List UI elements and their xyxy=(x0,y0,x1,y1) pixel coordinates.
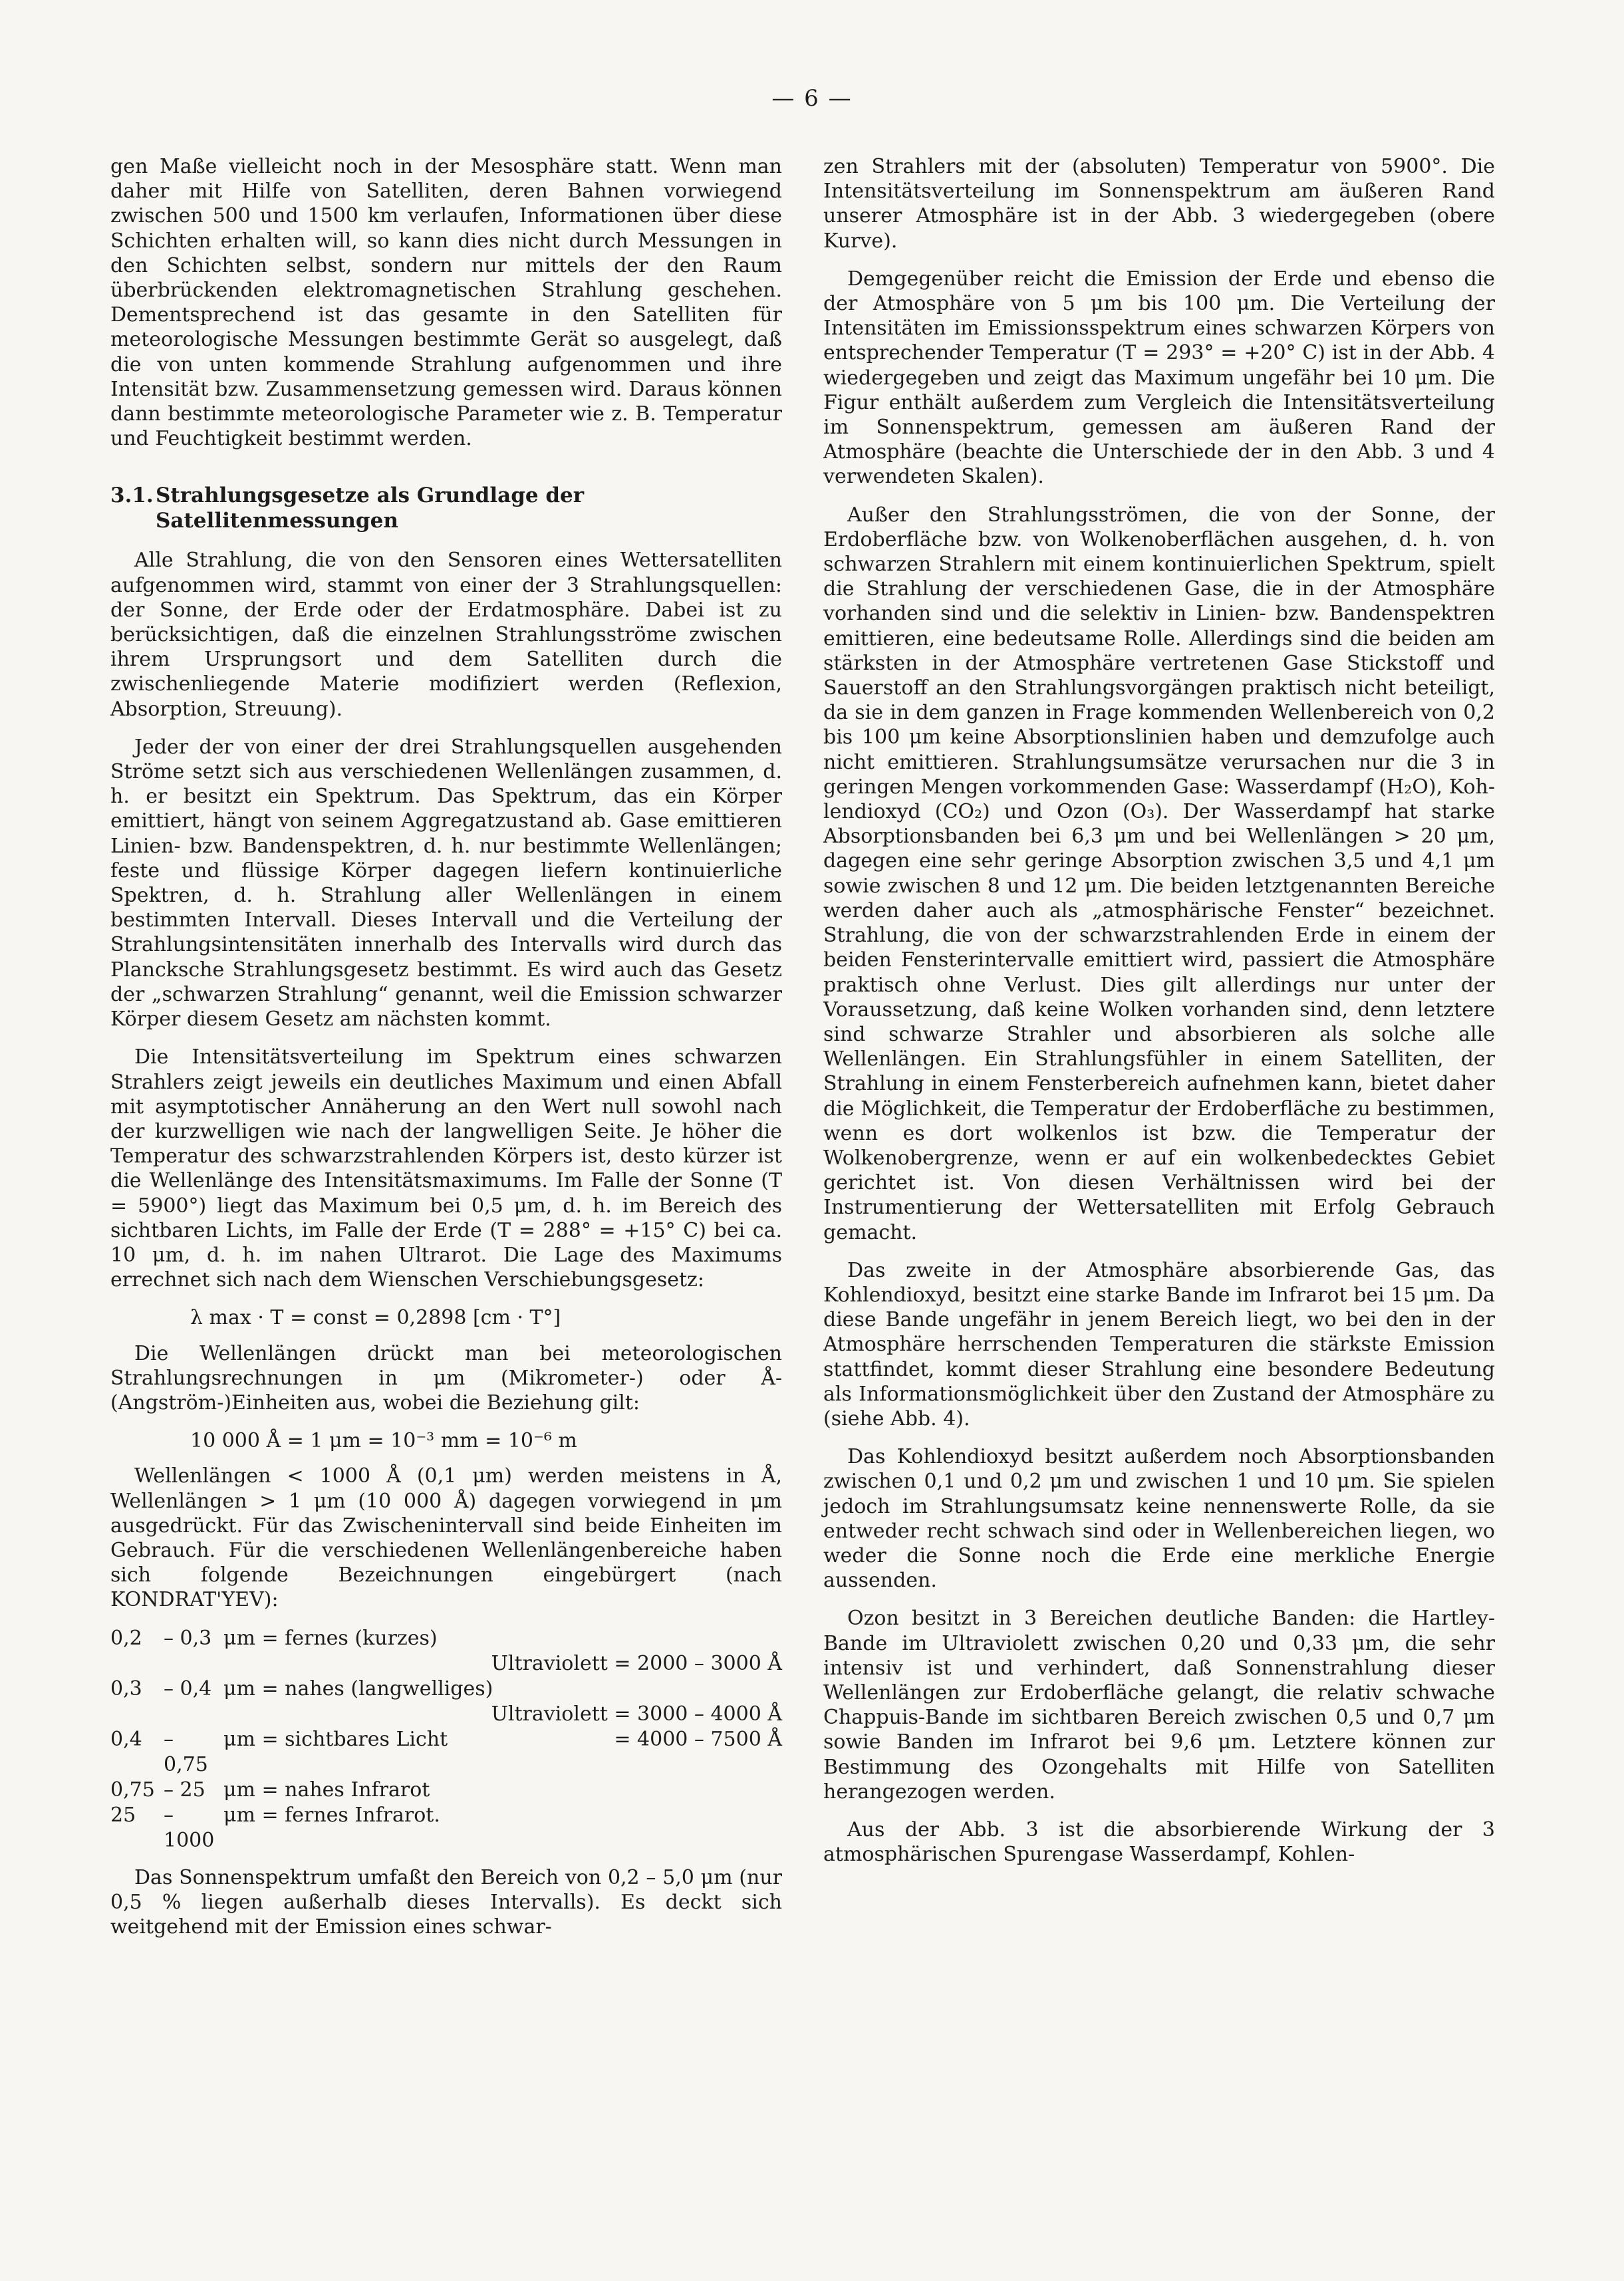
paragraph: gen Maße vielleicht noch in der Mesosphäre statt. Wenn man daher mit Hilfe von Satelliten, deren Bahnen vorwiegend zwischen 500 und 1500 km verlaufen, Informationen über diese Schichten erhalten will, so kann dies nicht durch Messungen in den Schichten selbst, sondern nur mittels der den Raum überbrückenden elektromagnetischen Strahlung geschehen. Dementsprechend ist das gesamte in den Satelliten für meteorologische Messungen bestimmte Gerät so ausgelegt, daß die von unten kommende Strahlung aufgenommen und ihre Intensität bzw. Zusammensetzung gemessen wird. Daraus können dann bestimmte meteorologische Parameter wie z. B. Temperatur und Feuchtigkeit bestimmt werden. xyxy=(110,155,782,451)
section-heading xyxy=(110,483,782,533)
unit-relation-formula: 10 000 Å = 1 μm = 10⁻³ mm = 10⁻⁶ m xyxy=(190,1429,577,1453)
page-number: — 6 — xyxy=(771,85,853,112)
paragraph: Demgegenüber reicht die Emission der Erde und ebenso die der Atmosphäre von 5 μm bis 100 μm. Die Verteilung der Intensitäten im Emissionsspektrum eines schwarzen Körpers von entsprechender Temperatur (T = 293° = +20° C) ist in der Abb. 4 wiedergegeben und zeigt das Maximum ungefähr bei 10 μm. Die Figur enthält außerdem zum Vergleich die Intensitätsverteilung im Sonnenspektrum, gemessen am äußeren Rand der Atmosphäre (beachte die Unterschiede der in den Abb. 3 und 4 verwendeten Skalen). xyxy=(823,267,1495,489)
table-row: 0,4 – 0,75 μm = sichtbares Licht = 4000 – 7500 Å xyxy=(110,1727,782,1776)
wien-formula: λ max · T = const = 0,2898 [cm · T°] xyxy=(190,1306,561,1330)
paragraph: Das zweite in der Atmosphäre absorbierende Gas, das Kohlendioxyd, besitzt eine starke Bande im Infrarot bei 15 μm. Da diese Bande ungefähr in jenem Bereich liegt, wo bei den in der Atmosphäre herrschenden Temperaturen die stärkste Emission stattfindet, kommt dieser Strahlung eine besondere Bedeutung als Informationsmöglichkeit über den Zustand der Atmosphäre zu (siehe Abb. 4). xyxy=(823,1258,1495,1430)
table-row: 25 – 1000 μm = fernes Infrarot. xyxy=(110,1803,440,1852)
paragraph: Das Sonnenspektrum umfaßt den Bereich von 0,2 – 5,0 μm (nur 0,5 % liegen außerhalb dieses Intervalls). Es deckt sich weitgehend mit der Emission eines schwar- xyxy=(110,1865,782,1939)
table-row: 0,3 – 0,4 μm = nahes (langwelliges) xyxy=(110,1677,493,1700)
table-row: 0,75 – 25 μm = nahes Infrarot xyxy=(110,1778,430,1802)
paragraph: Die Intensitätsverteilung im Spektrum eines schwarzen Strahlers zeigt jeweils ein deutliches Maximum und einen Abfall mit asymptotischer Annäherung an den Wert null sowohl nach der kurzwelligen wie nach der langwelligen Seite. Je höher die Temperatur des schwarzstrahlenden Körpers ist, desto kürzer ist die Wellenlänge des Intensitätsmaximums. Im Falle der Sonne (T = 5900°) liegt das Maximum bei 0,5 μm, d. h. im Bereich des sichtbaren Lichts, im Falle der Erde (T = 288° = +15° C) bei ca. 10 μm, d. h. im nahen Ultrarot. Die Lage des Maximums errechnet sich nach dem Wienschen Verschiebungsgesetz: xyxy=(110,1045,782,1292)
paragraph: Alle Strahlung, die von den Sensoren eines Wettersatelliten aufgenommen wird, stammt von einer der 3 Strahlungsquellen: der Sonne, der Erde oder der Erdatmosphäre. Dabei ist zu berücksichtigen, daß die einzelnen Strahlungsströme zwischen ihrem Ursprungsort und dem Satelliten durch die zwischenliegende Materie modifiziert werden (Reflexion, Absorption, Streuung). xyxy=(110,549,782,721)
paragraph: Außer den Strahlungsströmen, die von der Sonne, der Erdoberfläche bzw. von Wolkenoberflächen ausgehen, d. h. von schwarzen Strahlern mit einem kontinuierlichen Spektrum, spielt die Strahlung der verschiedenen Gase, die in der Atmosphäre vorhanden sind und die selektiv in Linien- bzw. Bandenspektren emittieren, eine bedeutsame Rolle. Allerdings sind die beiden am stärksten in der Atmosphäre vertretenen Gase Stickstoff und Sauerstoff an den Strahlungsvorgängen praktisch nicht beteiligt, da sie in dem ganzen in Frage kommenden Wellenbereich von 0,2 bis 100 μm keine Absorptionslinien haben und demzufolge auch nicht emittieren. Strahlungsumsätze verursachen nur die 3 in geringen Mengen vorkommenden Gase: Wasserdampf (H₂O), Kohlendioxyd (CO₂) und Ozon (O₃). Der Wasserdampf hat starke Absorptionsbanden bei 6,3 μm und bei Wellenlängen > 20 μm, dagegen eine sehr geringe Absorption zwischen 3,5 und 4,1 μm sowie zwischen 8 und 12 μm. Die beiden letztgenannten Bereiche werden daher auch als „atmosphärische Fenster“ bezeichnet. Strahlung, die von der schwarzstrahlenden Erde in einem der beiden Fensterintervalle emittiert wird, passiert die Atmosphäre praktisch ohne Verlust. Dies gilt allerdings nur unter der Voraussetzung, daß keine Wolken vorhanden sind, denn letztere sind schwarze Strahler und absorbieren als solche alle Wellenlängen. Ein Strahlungsfühler in einem Satelliten, der Strahlung in einem Fensterbereich aufnehmen kann, bietet daher die Möglichkeit, die Temperatur der Erdoberfläche zu bestimmen, wenn es dort wolkenlos ist bzw. die Temperatur der Wolkenobergrenze, wenn er auf ein wolkenbedecktes Gebiet gerichtet ist. Von diesen Verhältnissen wird bei der Instrumentierung der Wettersatelliten mit Erfolg Gebrauch gemacht. xyxy=(823,503,1495,1244)
left-column xyxy=(110,154,782,1952)
paragraph: Ozon besitzt in 3 Bereichen deutliche Banden: die Hartley-Bande im Ultraviolett zwischen 0,20 und 0,33 μm, die sehr intensiv ist und verhindert, daß Sonnenstrahlung dieser Wellenlängen zur Erdoberfläche gelangt, die relativ schwache Chappuis-Bande im sichtbaren Bereich zwischen 0,5 und 0,7 μm sowie Banden im Infrarot bei 9,6 μm. Letztere können zur Bestimmung des Ozongehalts mit Hilfe von Satelliten herangezogen werden. xyxy=(823,1607,1495,1804)
paragraph: Wellenlängen < 1000 Å (0,1 μm) werden meistens in Å, Wellenlängen > 1 μm (10 000 Å) dagegen vorwiegend in μm ausgedrückt. Für das Zwischenintervall sind beide Einheiten im Gebrauch. Für die verschiedenen Wellenlängenbereiche haben sich folgende Bezeichnungen eingebürgert (nach KONDRAT'YEV): xyxy=(110,1464,782,1612)
section-title: Strahlungsgesetze als Grundlage der Satellitenmessungen xyxy=(156,483,585,533)
paragraph: Aus der Abb. 3 ist die absorbierende Wirkung der 3 atmosphärischen Spurengase Wasserdampf, Kohlen- xyxy=(823,1818,1495,1867)
paragraph: Jeder der von einer der drei Strahlungsquellen ausgehenden Ströme setzt sich aus verschiedenen Wellenlängen zusammen, d. h. er besitzt ein Spektrum. Das Spektrum, das ein Körper emittiert, hängt von seinem Aggregatzustand ab. Gase emittieren Linien- bzw. Bandenspektren, d. h. nur bestimmte Wellenlängen; feste und flüssige Körper dagegen liefern kontinuierliche Spektren, d. h. Strahlung aller Wellenlängen in einem bestimmten Intervall. Dieses Intervall und die Verteilung der Strahlungsintensitäten innerhalb des Intervalls wird durch das Plancksche Strahlungsgesetz bestimmt. Es wird auch das Gesetz der „schwarzen Strahlung“ genannt, weil die Emission schwarzer Körper diesem Gesetz am nächsten kommt. xyxy=(110,735,782,1031)
right-column xyxy=(823,154,1495,1880)
table-row: Ultraviolett = 3000 – 4000 Å xyxy=(491,1702,782,1726)
paragraph: zen Strahlers mit der (absoluten) Temperatur von 5900°. Die Intensitätsverteilung im Sonnenspektrum am äußeren Rand unserer Atmosphäre ist in der Abb. 3 wiedergegeben (obere Kurve). xyxy=(823,155,1495,253)
paragraph: Das Kohlendioxyd besitzt außerdem noch Absorptionsbanden zwischen 0,1 und 0,2 μm und zwischen 1 und 10 μm. Sie spielen jedoch im Strahlungsumsatz keine nennenswerte Rolle, da sie entweder recht schwach sind oder in Wellenbereichen liegen, wo weder die Sonne noch die Erde eine merkliche Energie aussenden. xyxy=(823,1445,1495,1593)
table-row: Ultraviolett = 2000 – 3000 Å xyxy=(491,1651,782,1675)
wavelength-range-table xyxy=(110,1626,782,1853)
paragraph: Die Wellenlängen drückt man bei meteorologischen Strahlungsrechnungen in μm (Mikrometer-) oder Å-(Angström-)Einheiten aus, wobei die Beziehung gilt: xyxy=(110,1341,782,1414)
section-number: 3.1. xyxy=(110,483,154,508)
table-row: 0,2 – 0,3 μm = fernes (kurzes) xyxy=(110,1626,438,1650)
